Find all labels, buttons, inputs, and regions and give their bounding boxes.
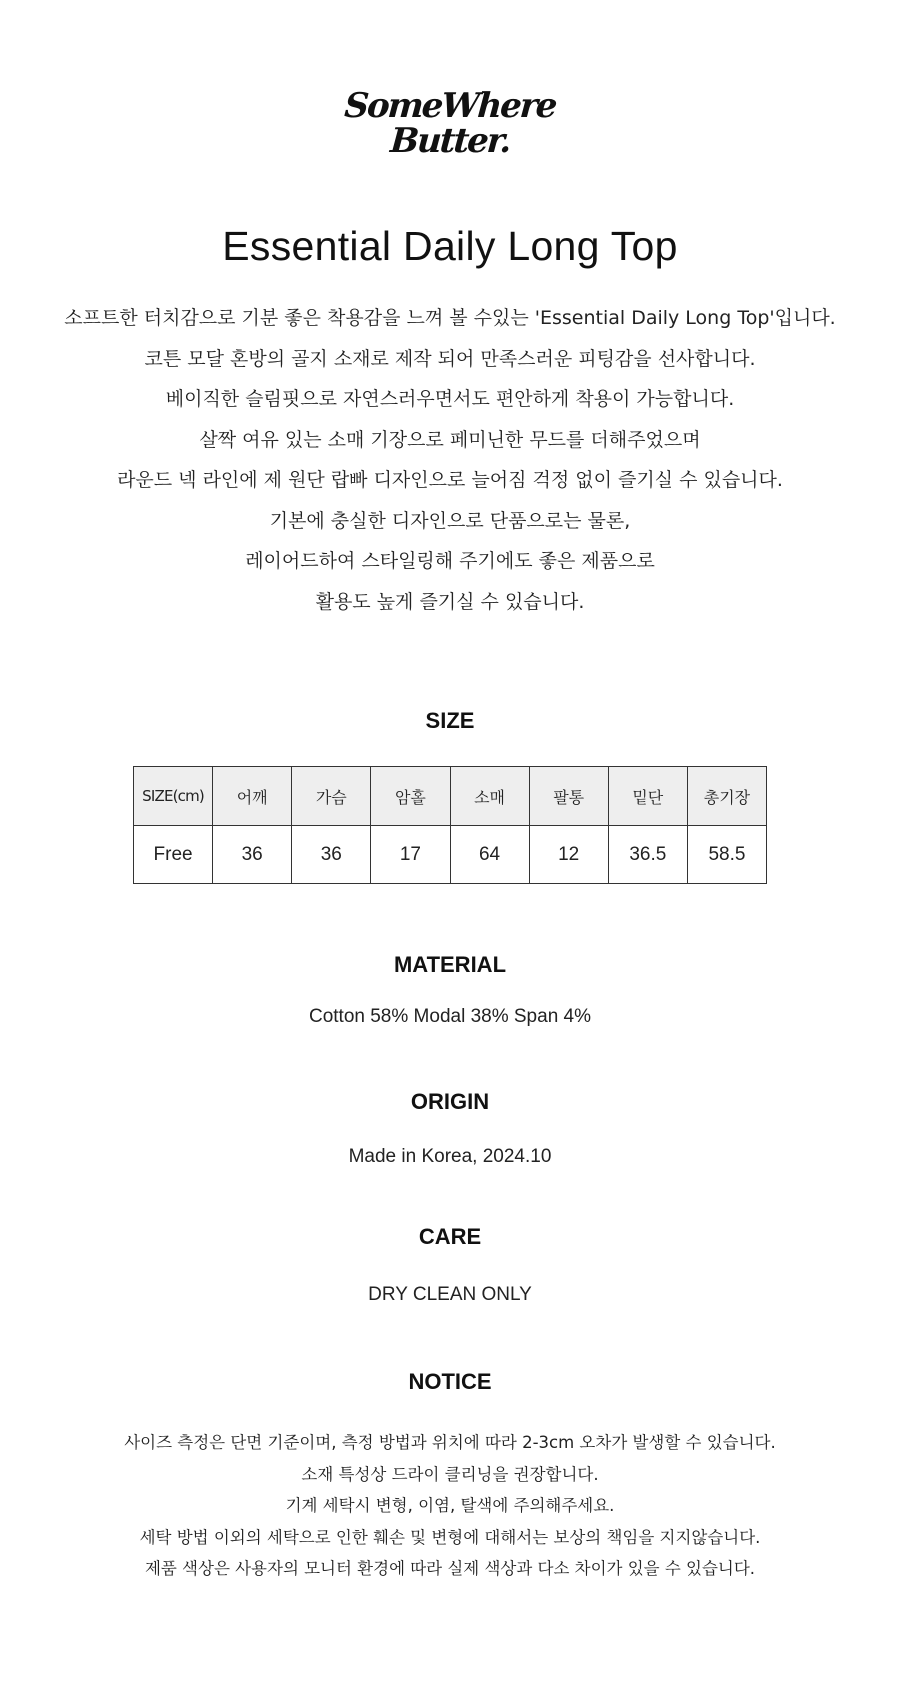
size-cell: 58.5 xyxy=(687,826,766,884)
size-cell: 17 xyxy=(371,826,450,884)
size-cell: 36.5 xyxy=(608,826,687,884)
size-col-header: 총기장 xyxy=(687,767,766,826)
size-cell: Free xyxy=(134,826,213,884)
notice-line: 소재 특성상 드라이 클리닝을 권장합니다. xyxy=(301,1464,599,1484)
description-line: 코튼 모달 혼방의 골지 소재로 제작 되어 만족스러운 피팅감을 선사합니다. xyxy=(144,347,756,370)
material-text: Cotton 58% Modal 38% Span 4% xyxy=(308,1006,591,1027)
notice-list xyxy=(0,1427,900,1585)
size-table xyxy=(133,766,767,884)
notice-line: 사이즈 측정은 단면 기준이며, 측정 방법과 위치에 따라 2-3cm 오차가 발생할 수 있습니다. xyxy=(124,1433,776,1452)
notice-line: 기계 세탁시 변형, 이염, 탈색에 주의해주세요. xyxy=(285,1496,615,1515)
brand-logo-line1: SomeWhere xyxy=(343,86,557,126)
product-title: Essential Daily Long Top xyxy=(222,223,678,269)
size-col-header: SIZE(cm) xyxy=(134,767,213,826)
size-col-header: 어깨 xyxy=(213,767,292,826)
brand-logo xyxy=(0,86,900,161)
description-line: 기본에 충실한 디자인으로 단품으로는 물론, xyxy=(269,509,631,532)
size-table-header-row xyxy=(134,767,767,826)
notice-heading: NOTICE xyxy=(408,1369,492,1394)
size-col-header: 팔통 xyxy=(529,767,608,826)
description-line: 활용도 높게 즐기실 수 있습니다. xyxy=(315,590,585,613)
brand-logo-line2: Butter. xyxy=(389,121,511,161)
description-line: 살짝 여유 있는 소매 기장으로 페미닌한 무드를 더해주었으며 xyxy=(199,428,701,451)
care-text: DRY CLEAN ONLY xyxy=(368,1284,532,1305)
notice-line: 세탁 방법 이외의 세탁으로 인한 훼손 및 변형에 대해서는 보상의 책임을 지지않습니다. xyxy=(139,1527,761,1547)
size-cell: 36 xyxy=(292,826,371,884)
table-row xyxy=(134,826,767,884)
size-heading: SIZE xyxy=(425,708,475,733)
size-cell: 64 xyxy=(450,826,529,884)
size-cell: 36 xyxy=(213,826,292,884)
size-col-header: 암홀 xyxy=(371,767,450,826)
care-heading: CARE xyxy=(418,1224,482,1249)
material-heading: MATERIAL xyxy=(393,952,507,977)
origin-heading: ORIGIN xyxy=(410,1089,490,1114)
product-description xyxy=(0,298,900,622)
origin-text: Made in Korea, 2024.10 xyxy=(348,1146,552,1167)
notice-line: 제품 색상은 사용자의 모니터 환경에 따라 실제 색상과 다소 차이가 있을 수 있습니다. xyxy=(144,1559,756,1578)
size-col-header: 가슴 xyxy=(292,767,371,826)
description-line: 레이어드하여 스타일링해 주기에도 좋은 제품으로 xyxy=(245,550,655,572)
size-cell: 12 xyxy=(529,826,608,884)
description-line: 소프트한 터치감으로 기분 좋은 착용감을 느껴 볼 수있는 'Essential Daily Long Top'입니다. xyxy=(64,307,836,329)
size-col-header: 소매 xyxy=(450,767,529,826)
description-line: 라운드 넥 라인에 제 원단 랍빠 디자인으로 늘어짐 걱정 없이 즐기실 수 있습니다. xyxy=(117,469,783,491)
description-line: 베이직한 슬림핏으로 자연스러우면서도 편안하게 착용이 가능합니다. xyxy=(165,388,735,410)
size-col-header: 밑단 xyxy=(608,767,687,826)
